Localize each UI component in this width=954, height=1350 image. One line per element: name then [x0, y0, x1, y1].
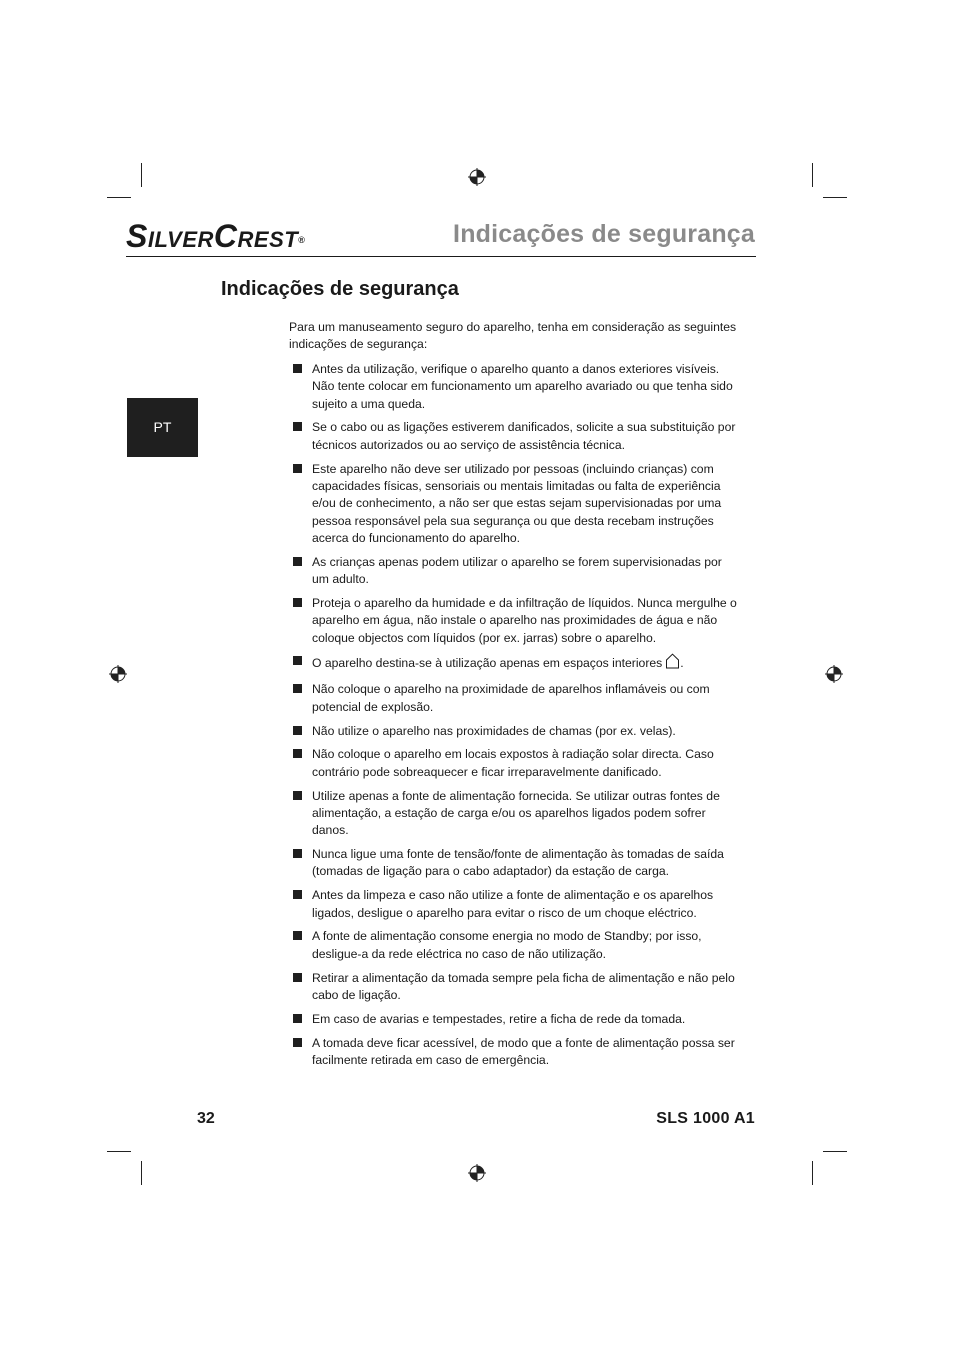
- list-item: [293, 595, 741, 647]
- list-item: [293, 887, 741, 922]
- square-bullet-icon: [293, 749, 302, 758]
- list-item-text: Antes da limpeza e caso não utilize a fonte de alimentação e os aparelhos ligados, desligue o aparelho para evitar o risco de um choque eléctrico.: [312, 888, 714, 920]
- square-bullet-icon: [293, 973, 302, 982]
- square-bullet-icon: [293, 726, 302, 735]
- list-item-text: A fonte de alimentação consome energia no modo de Standby; por isso, desligue-a da rede eléctrica no caso de não utilização.: [312, 929, 702, 961]
- logo-initial-s: S: [126, 218, 148, 254]
- logo-initial-c: C: [213, 218, 238, 254]
- brand-logo: [126, 218, 305, 254]
- list-item-text: Proteja o aparelho da humidade e da infiltração de líquidos. Nunca mergulhe o aparelho em água, não instale o aparelho nas proximidades de água e não coloque objectos com líquidos (por ex. jarras) sobre o aparelho.: [312, 595, 737, 645]
- list-item-text: As crianças apenas podem utilizar o aparelho se forem supervisionadas por um adulto.: [312, 554, 722, 587]
- list-item-text: Se o cabo ou as ligações estiverem danificados, solicite a sua substituição por técnicos autorizados ou ao serviço de assistência técnica.: [312, 420, 736, 452]
- list-item-text: Não utilize o aparelho nas proximidades de chamas (por ex. velas).: [312, 723, 676, 738]
- list-item: [293, 1011, 741, 1028]
- language-tab: PT: [127, 398, 198, 457]
- square-bullet-icon: [293, 1038, 302, 1047]
- crosshair-registration-icon: [468, 1164, 486, 1182]
- intro-paragraph: Para um manuseamento seguro do aparelho, tenha em consideração as seguintes indicações de segurança:: [289, 320, 737, 352]
- list-item: [293, 681, 741, 716]
- section-title: Indicações de segurança: [221, 278, 459, 300]
- list-item: [293, 361, 741, 413]
- house-icon: [665, 653, 680, 674]
- safety-list: [293, 361, 741, 1076]
- square-bullet-icon: [293, 849, 302, 858]
- list-item-text: A tomada deve ficar acessível, de modo que a fonte de alimentação possa ser facilmente retirada em caso de emergência.: [312, 1035, 735, 1067]
- list-item: [293, 419, 741, 454]
- square-bullet-icon: [293, 557, 302, 566]
- registered-mark: ®: [298, 235, 306, 245]
- indoor-suffix: .: [680, 656, 684, 671]
- crosshair-registration-icon: [468, 168, 486, 186]
- crop-mark: [141, 163, 142, 187]
- list-item-text: Em caso de avarias e tempestades, retire a ficha de rede da tomada.: [312, 1011, 686, 1026]
- list-item: [293, 461, 741, 547]
- crop-mark: [823, 1151, 847, 1152]
- list-item: [293, 723, 741, 740]
- list-item-text: Não coloque o aparelho na proximidade de aparelhos inflamáveis ou com potencial de explosão.: [312, 682, 710, 714]
- square-bullet-icon: [293, 464, 302, 473]
- list-item: [293, 970, 741, 1005]
- crosshair-registration-icon: [825, 665, 843, 683]
- crop-mark: [107, 197, 131, 198]
- square-bullet-icon: [293, 364, 302, 373]
- square-bullet-icon: [293, 791, 302, 800]
- list-item-text: Não coloque o aparelho em locais expostos à radiação solar directa. Caso contrário pode sobreaquecer e ficar irreparavelmente danificado.: [312, 747, 714, 779]
- list-item: [293, 928, 741, 963]
- logo-part-rest: REST: [237, 227, 299, 252]
- crosshair-registration-icon: [109, 665, 127, 683]
- list-item: [293, 788, 741, 840]
- square-bullet-icon: [293, 656, 302, 665]
- square-bullet-icon: [293, 422, 302, 431]
- list-item-text: Antes da utilização, verifique o aparelho quanto a danos exteriores visíveis. Não tente colocar em funcionamento um aparelho avariado ou que tenha sido sujeito a uma queda.: [312, 362, 733, 411]
- list-item: [293, 554, 741, 589]
- crop-mark: [141, 1161, 142, 1185]
- square-bullet-icon: [293, 598, 302, 607]
- list-item: [293, 746, 741, 781]
- crop-mark: [823, 197, 847, 198]
- crop-mark: [107, 1151, 131, 1152]
- header-title: Indicações de segurança: [453, 220, 755, 248]
- crop-mark: [812, 163, 813, 187]
- list-item-text: Utilize apenas a fonte de alimentação fornecida. Se utilizar outras fontes de alimentação, a estação de carga e/ou os aparelhos ligados podem sofrer danos.: [312, 788, 720, 838]
- header-divider: [126, 256, 756, 257]
- square-bullet-icon: [293, 931, 302, 940]
- square-bullet-icon: [293, 1014, 302, 1023]
- list-item-text: Retirar a alimentação da tomada sempre pela ficha de alimentação e não pelo cabo de ligação.: [312, 970, 735, 1002]
- logo-part-ilver: ILVER: [147, 227, 214, 252]
- list-item: [293, 1035, 741, 1070]
- crop-mark: [812, 1161, 813, 1185]
- list-item-text: Este aparelho não deve ser utilizado por pessoas (incluindo crianças) com capacidades físicas, sensoriais ou mentais limitadas ou falta de experiência e/ou de conhecimento, a não ser que estas sejam supervisionadas por uma pessoa responsável pela sua segurança ou que desta recebam instruções acerca do funcionamento do aparelho.: [312, 461, 722, 545]
- model-number: SLS 1000 A1: [656, 1110, 755, 1127]
- square-bullet-icon: [293, 684, 302, 693]
- list-item: [293, 653, 741, 674]
- list-item: [293, 846, 741, 881]
- list-item-text: Nunca ligue uma fonte de tensão/fonte de alimentação às tomadas de saída (tomadas de ligação para o cabo adaptador) da estação de carga.: [312, 847, 724, 879]
- list-item-text: O aparelho destina-se à utilização apenas em espaços interiores: [312, 656, 663, 671]
- page-number: 32: [197, 1110, 215, 1127]
- square-bullet-icon: [293, 890, 302, 899]
